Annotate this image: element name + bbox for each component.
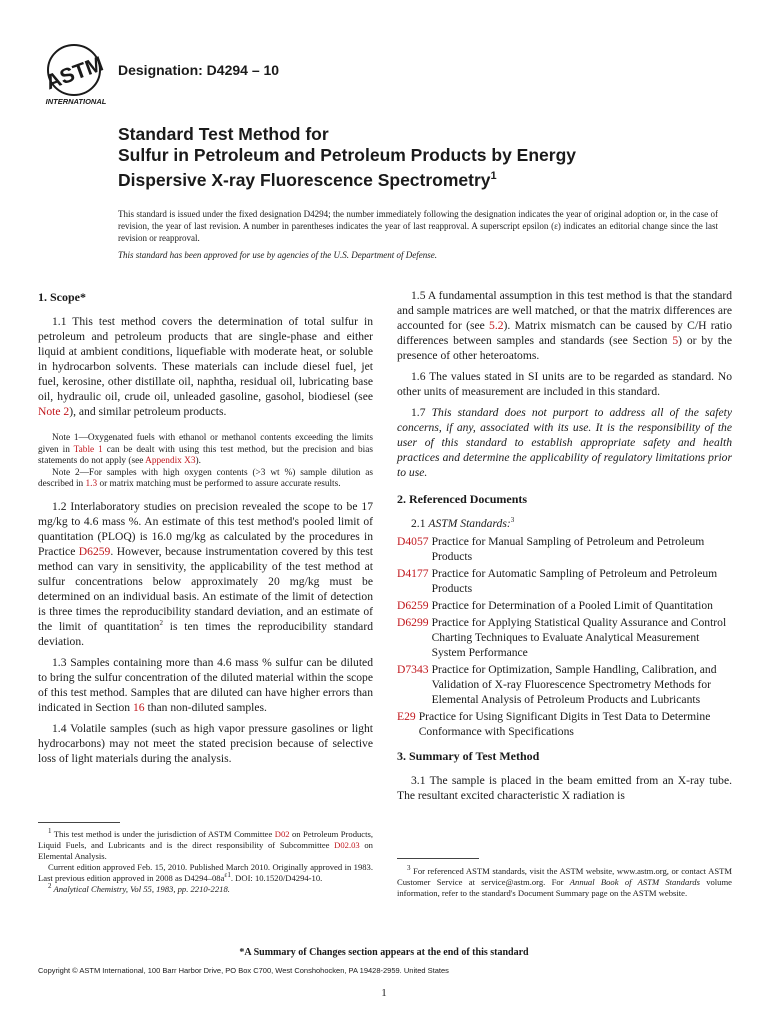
paragraph-3-1: 3.1 The sample is placed in the beam emitted from an X-ray tube. The resultant excited characteristic X radiation is (397, 774, 732, 802)
document-title (118, 124, 738, 191)
section-5-link[interactable]: 5 (672, 334, 679, 347)
d6259-link[interactable]: D6259 (78, 544, 111, 558)
table-1-link[interactable]: Table 1 (73, 444, 103, 455)
issued-statement: This standard is issued under the fixed designation D4294; the number immediately following the designation indicates the year of original adoption or, in the case of revision, the year of last revision. A number in parentheses indicates the year of last reapproval. A superscript epsilon (ε) indicates an editorial change since the last revision or reapproval. (118, 209, 718, 243)
footnotes-right (397, 866, 732, 899)
title-line-3: Dispersive X-ray Fluorescence Spectrometry$^1$ (118, 169, 497, 190)
reference-title-link[interactable]: Practice for Using Significant Digits in Test Data to Determine Conformance with Specifications (418, 710, 711, 738)
reference-title-link[interactable]: Practice for Optimization, Sample Handling, Calibration, and Validation of X-ray Fluorescence Spectrometry Methods for Elemental Analysis of Petroleum Products and Lubricants (431, 663, 717, 706)
reference-item (397, 709, 732, 739)
scope-heading: 1. Scope* (38, 290, 86, 304)
approved-statement: This standard has been approved for use by agencies of the U.S. Department of Defense. (118, 250, 438, 260)
designation-label: Designation: D4294 – 10 (118, 62, 280, 78)
reference-code-link[interactable]: D6259 (397, 599, 429, 612)
reference-title-link[interactable]: Practice for Determination of a Pooled Limit of Quantitation (431, 599, 713, 612)
footnote-divider-left (38, 822, 120, 823)
paragraph-1-5: 1.5 A fundamental assumption in this test method is that the standard and sample matrices are well matched, or that the matrix differences are accounted for (see 5.2). Matrix mismatch can be caused by C/H ratio differences between samples and standards (see Section 5) or by the presence of other heteroatoms. (397, 289, 732, 362)
paragraph-1-4: 1.4 Volatile samples (such as high vapor pressure gasolines or light hydrocarbons) may not meet the stated precision because of selective loss of light materials during the analysis. (38, 721, 373, 765)
referenced-documents-heading: 2. Referenced Documents (397, 492, 528, 506)
paragraph-1-2: 1.2 Interlaboratory studies on precision revealed the scope to be 17 mg/kg to 4.6 mass %. An estimate of this test method's pooled limit of quantitation (PLOQ) is 16.0 mg/kg as calculated by the procedures in Practice D6259. However, because instrumentation covered by this test method can vary in sensitivity, the applicability of the test method at sulfur concentrations below approximately 20 mg/kg must be determined on an individual basis. An estimate of the limit of detection is three times the reproducibility standard deviation, and an estimate of the limit of quantitation$^2$ is ten times the reproducibility standard deviation. (38, 499, 373, 648)
section-1-3-link[interactable]: 1.3 (85, 479, 98, 489)
note-1: Note 1—Oxygenated fuels with ethanol or methanol contents exceeding the limits given in Table 1 can be dealt with using this test method, but the precision and bias statements do not apply (see Appendix X3). (38, 433, 374, 466)
page-number: 1 (381, 987, 387, 999)
reference-title-link[interactable]: Practice for Applying Statistical Quality Assurance and Control Charting Techniques to Evaluate Analytical Measurement System Performance (431, 616, 727, 659)
reference-item (397, 566, 732, 596)
reference-item (397, 598, 732, 613)
title-line-1: Standard Test Method for (118, 124, 329, 144)
footnote-3-mark[interactable]: 3 (510, 516, 515, 525)
paragraph-1-7: 1.7 This standard does not purport to address all of the safety concerns, if any, associated with its use. It is the responsibility of the user of this standard to establish appropriate safety and health practices and determine the applicability of regulatory limitations prior to use. (397, 406, 732, 479)
summary-heading: 3. Summary of Test Method (397, 749, 540, 763)
copyright-line: Copyright © ASTM International, 100 Barr Harbor Drive, PO Box C700, West Conshohocken, PA 19428-2959. United States (38, 966, 449, 975)
reference-code-link[interactable]: D4177 (397, 567, 429, 580)
title-footnote-mark[interactable]: 1 (490, 170, 497, 182)
footnotes-left (38, 829, 373, 895)
paragraph-1-6: 1.6 The values stated in SI units are to be regarded as standard. No other units of measurement are included in this standard. (397, 370, 732, 398)
title-line-2: Sulfur in Petroleum and Petroleum Products by Energy (118, 145, 576, 165)
d02-link[interactable]: D02 (274, 829, 290, 839)
reference-code-link[interactable]: D6299 (397, 616, 429, 629)
left-column (38, 290, 373, 772)
referenced-documents-list (397, 534, 732, 739)
note-2-link[interactable]: Note 2 (38, 405, 70, 418)
paragraph-1-3: 1.3 Samples containing more than 4.6 mass % sulfur can be diluted to bring the sulfur concentration of the diluted material within the scope of this test method. Samples that are diluted can have higher errors than indicated in Section 16 than non-diluted samples. (38, 655, 373, 714)
footnote-1: $^1$ This test method is under the jurisdiction of ASTM Committee D02 on Petroleum Products, Liquid Fuels, and Lubricants and is the direct responsibility of Subcommittee D02.03 on Elemental Analysis. (38, 827, 373, 861)
right-column (397, 288, 732, 809)
section-16-link[interactable]: 16 (132, 700, 145, 714)
footnote-1-edition: Current edition approved Feb. 15, 2010. Published March 2010. Originally approved in 1983. Last previous edition approved in 2008 as $D4294-08a^{\varepsilon 1}$. DOI: 10.1520/D4294-10. (38, 862, 373, 883)
reference-code-link[interactable]: E29 (397, 710, 416, 723)
reference-code-link[interactable]: D4057 (397, 535, 429, 548)
footnote-3: $^3$ For referenced ASTM standards, visit the ASTM website, www.astm.org, or contact ASTM Customer Service at service@astm.org. For Annual Book of ASTM Standards volume information, refer to the standard's Document Summary page on the ASTM website. (397, 864, 732, 898)
reference-title-link[interactable]: Practice for Manual Sampling of Petroleum and Petroleum Products (431, 535, 705, 563)
logo-subtext: INTERNATIONAL (45, 97, 107, 106)
reference-item (397, 615, 732, 660)
footnote-2-mark[interactable]: 2 (159, 618, 163, 627)
d02-03-link[interactable]: D02.03 (334, 840, 360, 850)
astm-logo (40, 42, 112, 108)
footnote-divider-right (397, 858, 479, 859)
section-5-2-link[interactable]: 5.2 (489, 319, 504, 332)
paragraph-1-1: 1.1 This test method covers the determination of total sulfur in petroleum and petroleum products that are single-phase and either liquid at ambient conditions, liquefiable with moderate heat, or soluble in hydrocarbon solvents. These materials can include diesel fuel, jet fuel, kerosine, other distillate oil, naphtha, residual oil, lubricating base oil, hydraulic oil, crude oil, unleaded gasoline, gasohol, biodiesel (see Note 2), and similar petroleum products. (38, 315, 373, 418)
summary-of-changes-note: *A Summary of Changes section appears at the end of this standard (239, 947, 529, 958)
appendix-x3-link[interactable]: Appendix X3 (145, 456, 196, 466)
reference-item (397, 534, 732, 564)
reference-title-link[interactable]: Practice for Automatic Sampling of Petroleum and Petroleum Products (431, 567, 718, 595)
note-2: Note 2—For samples with high oxygen contents (>3 wt %) sample dilution as described in 1.3 or matrix matching must be performed to assure accurate results. (38, 467, 373, 489)
footnote-2: $^2$ Analytical Chemistry, Vol 55, 1983, pp. 2210-2218. (48, 882, 230, 894)
logo-text: ASTM (42, 52, 107, 95)
astm-standards-label: 2.1 ASTM Standards:$^3$ (411, 516, 515, 530)
reference-code-link[interactable]: D7343 (397, 663, 429, 676)
reference-item (397, 662, 732, 707)
